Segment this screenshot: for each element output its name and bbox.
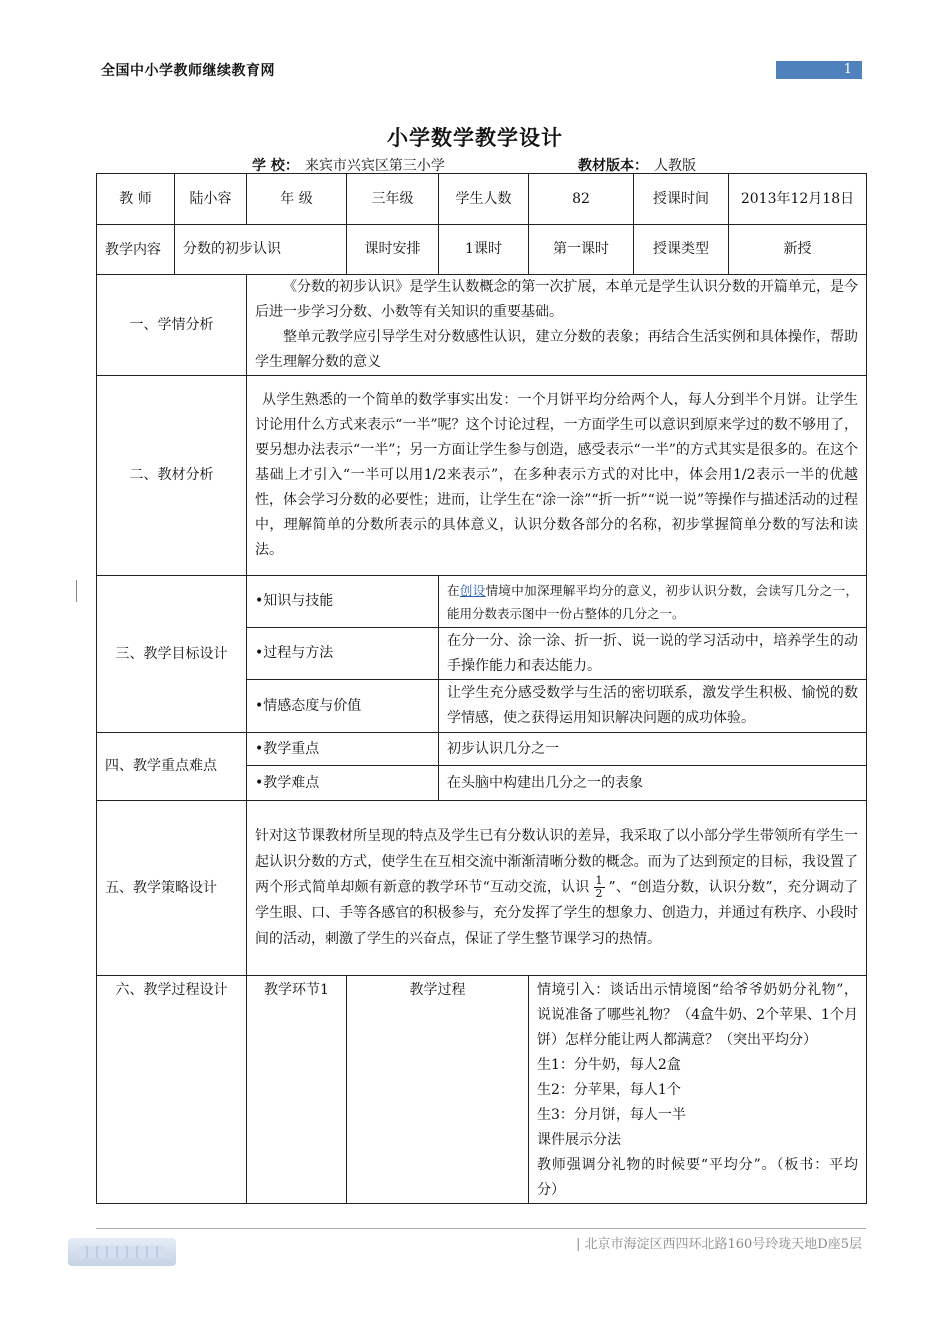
section-1-p1: 《分数的初步认识》是学生认数概念的第一次扩展，本单元是学生认识分数的开篇单元，是今后进一步学习分数、小数等有关知识的重要基础。 [255, 279, 858, 320]
section-5-row [97, 801, 867, 976]
section-5-text-before: 针对这节课教材所呈现的特点及学生已有分数认识的差异，我采取了以小部分学生带领所有学生一起认识分数的方式，使学生在互相交流中渐渐清晰分数的概念。而为了达到预定的目标，我设置了两个形式简单却颇有新意的教学环节“互动交流，认识 [255, 828, 858, 896]
school-label: 学 校： [252, 158, 299, 174]
edition-label: 教材版本： [578, 158, 648, 174]
process-line: 情境引入：谈话出示情境图“给爷爷奶奶分礼物”，说说准备了哪些礼物？（4盒牛奶、2个苹果、1个月饼）怎样分能让两人都满意？（突出平均分） [537, 982, 858, 1048]
type-value: 新授 [729, 225, 867, 275]
stage-label: 教学环节1 [247, 976, 347, 1204]
info-row-2 [97, 225, 867, 275]
goal-2-text: 在分一分、涂一涂、折一折、说一说的学习活动中，培养学生的动手操作能力和表达能力。 [439, 628, 867, 680]
section-1-row [97, 275, 867, 376]
footer-logo [68, 1238, 176, 1266]
section-6-row [97, 976, 867, 1204]
info-row-1 [97, 174, 867, 225]
grade-label: 年 级 [247, 174, 347, 225]
school-meta [252, 155, 445, 175]
lesson-plan-table [96, 173, 867, 1204]
margin-mark [76, 580, 77, 602]
page-number: 1 [776, 61, 862, 79]
goal-3-name: •情感态度与价值 [247, 680, 439, 733]
footer-divider [96, 1228, 866, 1229]
create-link[interactable]: 创设 [459, 582, 486, 598]
goal-1-prefix: 在 [447, 582, 460, 598]
goal-row-1 [97, 576, 867, 628]
page-title: 小学数学教学设计 [387, 125, 563, 150]
teacher-value: 陆小容 [175, 174, 247, 225]
school-value: 来宾市兴宾区第三小学 [304, 158, 445, 174]
time-label: 授课时间 [634, 174, 729, 225]
goal-1-name: •知识与技能 [247, 576, 439, 628]
footer-address: | 北京市海淀区西四环北路160号玲珑天地D座5层 [575, 1237, 862, 1252]
process-line: 教师强调分礼物的时候要“平均分”。（板书：平均分） [537, 1157, 858, 1198]
process-line: 生2：分苹果，每人1个 [537, 1082, 681, 1098]
difficulty-name: •教学难点 [247, 766, 439, 801]
content-value: 分数的初步认识 [175, 225, 347, 275]
section-5-content [247, 801, 867, 976]
section-4-label: 四、教学重点难点 [97, 733, 247, 801]
section-1-p2: 整单元教学应引导学生对分数感性认识，建立分数的表象；再结合生活实例和具体操作，帮助学生理解分数的意义 [255, 329, 858, 370]
section-1-content [247, 275, 867, 376]
teacher-label: 教 师 [97, 174, 175, 225]
section-1-label: 一、学情分析 [97, 275, 247, 376]
goal-3-text: 让学生充分感受数学与生活的密切联系，激发学生积极、愉悦的数学情感，使之获得运用知识解决问题的成功体验。 [439, 680, 867, 733]
grade-value: 三年级 [347, 174, 439, 225]
process-label: 教学过程 [347, 976, 529, 1204]
type-label: 授课类型 [634, 225, 729, 275]
section-2-row [97, 376, 867, 576]
schedule-label: 课时安排 [347, 225, 439, 275]
section-3-label: 三、教学目标设计 [97, 576, 247, 733]
process-content [529, 976, 867, 1204]
edition-meta [578, 155, 696, 175]
site-name: 全国中小学教师继续教育网 [101, 63, 275, 79]
students-value: 82 [529, 174, 634, 225]
period-value: 第一课时 [529, 225, 634, 275]
process-line: 课件展示分法 [537, 1132, 621, 1148]
goal-1-body: 情境中加深理解平均分的意义，初步认识分数，会读写几分之一，能用分数表示图中一份占整体的几分之一。 [447, 582, 858, 621]
key-point-text: 初步认识几分之一 [439, 733, 867, 766]
goal-2-name: •过程与方法 [247, 628, 439, 680]
one-half-fraction [594, 875, 605, 900]
students-label: 学生人数 [439, 174, 529, 225]
process-line: 生3：分月饼，每人一半 [537, 1107, 686, 1123]
difficulty-text: 在头脑中构建出几分之一的表象 [439, 766, 867, 801]
section-5-text-after: ”、“创造分数，认识分数”，充分调动了学生眼、口、手等各感官的积极参与，充分发挥了学生的想象力、创造力，并通过有秩序、小段时间的活动，刺激了学生的兴奋点，保证了学生整节课学习的热情。 [255, 879, 858, 947]
edition-value: 人教版 [654, 158, 696, 174]
section-6-label: 六、教学过程设计 [97, 976, 247, 1204]
section-2-label: 二、教材分析 [97, 376, 247, 576]
key-point-name: •教学重点 [247, 733, 439, 766]
section-2-content: 从学生熟悉的一个简单的数学事实出发：一个月饼平均分给两个人，每人分到半个月饼。让学生讨论用什么方式来表示“一半”呢？这个讨论过程，一方面学生可以意识到原来学过的数不够用了，要另想办法表示“一半”；另一方面让学生参与创造，感受表示“一半”的方式其实是很多的。在这个基础上才引入“一半可以用1/2来表示”，在多种表示方式的对比中，体会用1/2表示一半的优越性，体会学习分数的必要性；进而，让学生在“涂一涂”“折一折”“说一说”等操作与描述活动的过程中，理解简单的分数所表示的具体意义，认识分数各部分的名称，初步掌握简单分数的写法和读法。 [247, 376, 867, 576]
time-value: 2013年12月18日 [729, 174, 867, 225]
schedule-value: 1课时 [439, 225, 529, 275]
content-label: 教学内容 [97, 225, 175, 275]
goal-1-text [439, 576, 867, 628]
process-line: 生1：分牛奶，每人2盒 [537, 1057, 681, 1073]
fraction-numerator: 1 [595, 874, 603, 887]
key-point-row [97, 733, 867, 766]
fraction-denominator: 2 [595, 887, 603, 900]
section-5-label: 五、教学策略设计 [97, 801, 247, 976]
